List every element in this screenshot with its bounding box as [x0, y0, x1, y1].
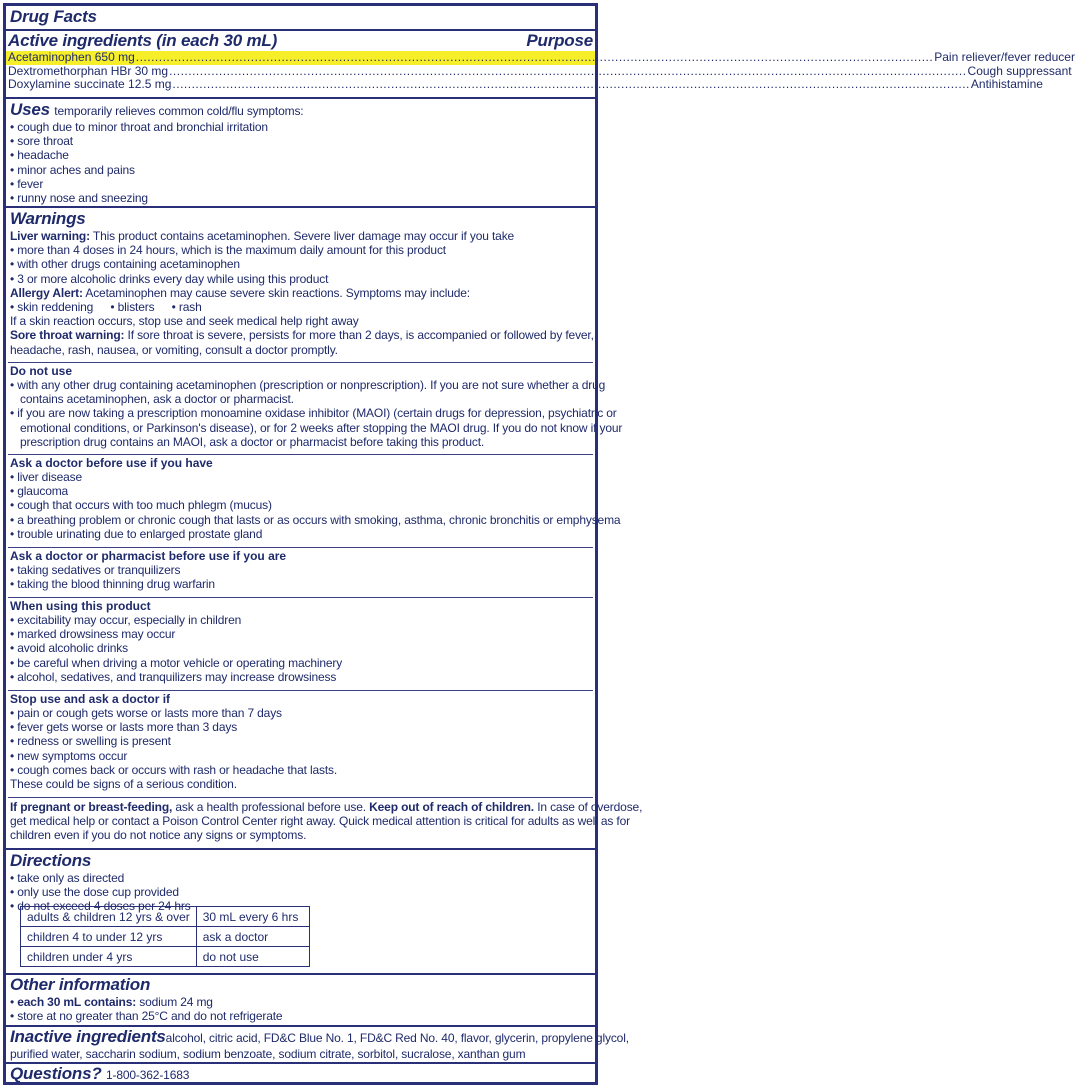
list-item: • do not exceed 4 doses per 24 hrs [10, 899, 591, 913]
list-item: • cough that occurs with too much phlegm (mucus) [10, 498, 591, 512]
poison-control-text: get medical help or contact a Poison Control Center right away. Quick medical attention is critical for adults as well as for [10, 814, 630, 829]
active-ingredients-section [6, 31, 1075, 92]
divider [8, 547, 593, 548]
divider [8, 454, 593, 455]
ask-doctor-heading: Ask a doctor before use if you have [10, 456, 213, 470]
table-cell-age: adults & children 12 yrs & over [21, 907, 197, 927]
list-item: • sore throat [10, 134, 591, 148]
divider [6, 97, 595, 99]
when-using-section [10, 599, 591, 684]
uses-intro: temporarily relieves common cold/flu symptoms: [54, 104, 304, 118]
pregnancy-section [10, 800, 643, 843]
other-information-heading: Other information [10, 975, 151, 994]
ingredient-row [6, 50, 1075, 65]
list-item: • cough comes back or occurs with rash or headache that lasts. [10, 763, 591, 777]
list-item: • alcohol, sedatives, and tranquilizers may increase drowsiness [10, 670, 591, 684]
inactive-ingredients-text: alcohol, citric acid, FD&C Blue No. 1, FD&C Red No. 40, flavor, glycerin, propylene glycol, [165, 1031, 629, 1045]
list-item: • skin reddening [10, 300, 93, 314]
do-not-use-section [10, 364, 623, 449]
list-item: • trouble urinating due to enlarged prostate gland [10, 527, 591, 541]
drug-facts-panel [3, 3, 1075, 1085]
divider [8, 797, 593, 798]
skin-reaction-text: If a skin reaction occurs, stop use and seek medical help right away [10, 314, 359, 329]
ingredient-purpose: Cough suppressant [967, 63, 1072, 78]
purpose-heading: Purpose [526, 31, 593, 50]
allergy-alert-text: Acetaminophen may cause severe skin reactions. Symptoms may include: [85, 285, 470, 300]
warnings-section [10, 209, 594, 357]
table-row [21, 907, 310, 927]
list-item: • fever [10, 177, 591, 191]
table-cell-dose: ask a doctor [196, 927, 309, 947]
ask-pharmacist-section [10, 549, 591, 591]
stop-use-heading: Stop use and ask a doctor if [10, 692, 171, 706]
list-item: • rash [172, 300, 202, 314]
list-item: • 3 or more alcoholic drinks every day while using this product [10, 272, 591, 286]
list-item: • marked drowsiness may occur [10, 627, 591, 641]
questions-section [10, 1064, 595, 1084]
list-item: • cough due to minor throat and bronchial irritation [10, 120, 591, 134]
list-item: • new symptoms occur [10, 749, 591, 763]
list-item: • with any other drug containing acetaminophen (prescription or nonprescription). If you are not sure whether a drug [10, 378, 591, 392]
divider [8, 597, 593, 598]
table-cell-age: children 4 to under 12 yrs [21, 927, 197, 947]
do-not-use-heading: Do not use [10, 364, 72, 378]
directions-section [10, 851, 591, 971]
ingredient-purpose: Antihistamine [970, 77, 1043, 91]
divider [6, 848, 595, 850]
inactive-ingredients-heading: Inactive ingredients [10, 1027, 166, 1046]
ingredient-row [6, 77, 1043, 92]
dosage-table [20, 906, 310, 967]
questions-heading: Questions? [10, 1064, 102, 1083]
list-item: • if you are now taking a prescription monoamine oxidase inhibitor (MAOI) (certain drugs for depression, psychiatric or [10, 406, 591, 420]
list-item: • a breathing problem or chronic cough that lasts or as occurs with smoking, asthma, chronic bronchitis or emphysema [10, 513, 591, 527]
list-item: • avoid alcoholic drinks [10, 641, 591, 655]
keep-out-label: Keep out of reach of children. [369, 800, 534, 814]
list-item: • more than 4 doses in 24 hours, which is the maximum daily amount for this product [10, 243, 591, 257]
directions-heading: Directions [10, 851, 92, 870]
list-item: • taking sedatives or tranquilizers [10, 563, 591, 577]
list-item: • only use the dose cup provided [10, 885, 591, 899]
list-item: • excitability may occur, especially in children [10, 613, 591, 627]
pregnant-text: ask a health professional before use. [175, 800, 366, 814]
ingredient-name: Acetaminophen 650 mg [8, 50, 135, 64]
ingredient-name: Doxylamine succinate 12.5 mg [8, 77, 172, 91]
liver-warning-label: Liver warning: [10, 229, 90, 243]
sodium-label: each 30 mL contains: [17, 995, 137, 1009]
uses-heading: Uses [10, 100, 50, 119]
inactive-ingredients-text-cont: purified water, saccharin sodium, sodium benzoate, sodium citrate, sorbitol, sucralose, xanthan gum [10, 1047, 526, 1061]
table-cell-dose: do not use [196, 947, 309, 967]
list-item: • runny nose and sneezing [10, 191, 591, 205]
list-item: • glaucoma [10, 484, 591, 498]
list-item-cont: prescription drug contains an MAOI, ask a doctor or pharmacist before taking this product. [20, 434, 485, 449]
pregnant-label: If pregnant or breast-feeding, [10, 800, 173, 814]
sodium-value: sodium 24 mg [139, 995, 213, 1009]
list-item: • store at no greater than 25°C and do not refrigerate [10, 1009, 591, 1023]
inactive-ingredients-section [10, 1027, 629, 1061]
table-cell-age: children under 4 yrs [21, 947, 197, 967]
list-item-cont: emotional conditions, or Parkinson's disease), or for 2 weeks after stopping the MAOI drug. If you do not know if your [20, 420, 623, 435]
ask-pharmacist-heading: Ask a doctor or pharmacist before use if you are [10, 549, 287, 563]
list-item-cont: contains acetaminophen, ask a doctor or pharmacist. [20, 392, 294, 407]
divider [6, 206, 595, 208]
list-item: • headache [10, 148, 591, 162]
ingredient-purpose: Pain reliever/fever reducer [934, 50, 1075, 64]
drug-facts-title: Drug Facts [10, 7, 97, 26]
sore-throat-text: If sore throat is severe, persists for more than 2 days, is accompanied or followed by fever, [127, 328, 594, 343]
list-item: • taking the blood thinning drug warfarin [10, 577, 591, 591]
poison-control-text-cont: children even if you do not notice any signs or symptoms. [10, 828, 307, 843]
list-item: • liver disease [10, 470, 591, 484]
ingredient-row [6, 63, 1072, 79]
stop-use-section [10, 692, 591, 791]
allergy-alert-label: Allergy Alert: [10, 285, 83, 300]
other-information-section [10, 975, 591, 1023]
list-item: • take only as directed [10, 871, 591, 885]
sore-throat-text-cont: headache, rash, nausea, or vomiting, consult a doctor promptly. [10, 342, 338, 357]
liver-warning-text: This product contains acetaminophen. Severe liver damage may occur if you take [92, 229, 515, 243]
uses-section [10, 100, 591, 205]
table-row [21, 947, 310, 967]
list-item: • with other drugs containing acetaminophen [10, 257, 591, 271]
ingredient-name: Dextromethorphan HBr 30 mg [8, 63, 169, 78]
active-ingredients-heading: Active ingredients (in each 30 mL) [8, 31, 278, 50]
warnings-heading: Warnings [10, 209, 86, 228]
list-item: • be careful when driving a motor vehicle or operating machinery [10, 656, 591, 670]
sore-throat-label: Sore throat warning: [10, 328, 125, 343]
list-item: • fever gets worse or lasts more than 3 days [10, 720, 591, 734]
list-item: • redness or swelling is present [10, 734, 591, 748]
stop-use-footer: These could be signs of a serious condition. [10, 777, 237, 792]
divider [8, 690, 593, 691]
when-using-heading: When using this product [10, 599, 151, 613]
overdose-text: In case of overdose, [537, 800, 643, 814]
table-cell-dose: 30 mL every 6 hrs [196, 907, 309, 927]
phone-number: 1-800-362-1683 [105, 1068, 190, 1082]
divider [8, 362, 593, 363]
list-item: • blisters [110, 300, 154, 314]
table-row [21, 927, 310, 947]
list-item: • minor aches and pains [10, 163, 591, 177]
ask-doctor-section [10, 456, 621, 541]
list-item: • pain or cough gets worse or lasts more than 7 days [10, 706, 591, 720]
